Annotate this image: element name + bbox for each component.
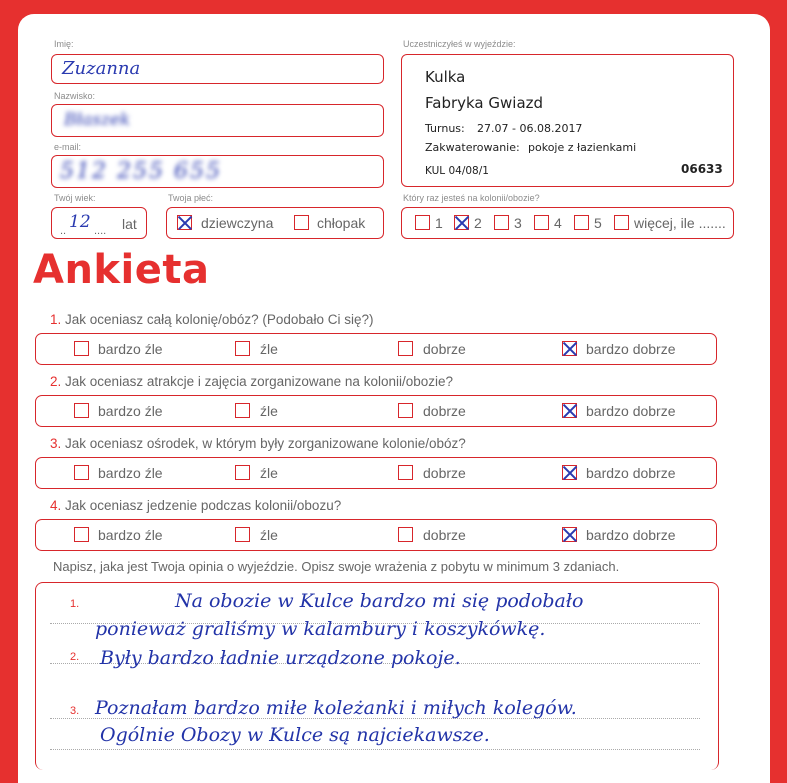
question-3 — [50, 436, 466, 451]
times-checkbox-1[interactable] — [415, 215, 430, 230]
times-option-more: więcej, ile ....... — [634, 215, 726, 231]
times-field — [401, 207, 734, 239]
q3-option-very-bad: bardzo źle — [98, 465, 163, 481]
question-2-number: 2. — [50, 374, 62, 389]
q4-option-very-bad: bardzo źle — [98, 527, 163, 543]
q1-checkbox-bad[interactable] — [235, 341, 250, 356]
times-checkbox-4[interactable] — [534, 215, 549, 230]
q4-checkbox-very-good[interactable] — [562, 527, 577, 542]
turnus-value: 27.07 - 06.08.2017 — [477, 122, 583, 135]
q3-option-very-good: bardzo dobrze — [586, 465, 676, 481]
q2-option-very-good: bardzo dobrze — [586, 403, 676, 419]
age-field[interactable]: .. 12 .... lat — [51, 207, 147, 239]
q4-option-good: dobrze — [423, 527, 466, 543]
q2-checkbox-bad[interactable] — [235, 403, 250, 418]
q2-option-bad: źle — [260, 403, 278, 419]
times-option-2: 2 — [474, 215, 482, 231]
question-1 — [50, 312, 373, 327]
opinion-prompt: Napisz, jaka jest Twoja opinia o wyjeździe. Opisz swoje wrażenia z pobytu w minimum 3 zdaniach. — [53, 559, 620, 574]
q1-checkbox-good[interactable] — [398, 341, 413, 356]
turnus-label: Turnus: — [425, 122, 465, 135]
q3-checkbox-good[interactable] — [398, 465, 413, 480]
q4-checkbox-very-bad[interactable] — [74, 527, 89, 542]
q2-checkbox-very-bad[interactable] — [74, 403, 89, 418]
trip-label: Uczestniczyłeś w wyjeździe: — [403, 39, 516, 49]
surname-field[interactable] — [51, 104, 384, 137]
q3-option-bad: źle — [260, 465, 278, 481]
question-2-text: Jak oceniasz atrakcje i zajęcia zorganizowane na kolonii/obozie? — [65, 374, 454, 389]
q2-checkbox-very-good[interactable] — [562, 403, 577, 418]
trip-name: Fabryka Gwiazd — [425, 94, 544, 112]
name-label: Imię: — [54, 39, 74, 49]
times-option-1: 1 — [435, 215, 443, 231]
opinion-line-1: Na obozie w Kulce bardzo mi się podobało — [175, 590, 584, 612]
surname-label: Nazwisko: — [54, 91, 96, 101]
q1-option-very-bad: bardzo źle — [98, 341, 163, 357]
email-value: 512 255 655 — [60, 159, 222, 184]
accommodation-value: pokoje z łazienkami — [528, 141, 637, 154]
opinion-number-2: 2. — [70, 651, 80, 663]
q1-option-good: dobrze — [423, 341, 466, 357]
q3-checkbox-very-good[interactable] — [562, 465, 577, 480]
question-4-number: 4. — [50, 498, 62, 513]
trip-info-box — [401, 54, 734, 187]
opinion-line — [50, 749, 700, 750]
times-checkbox-2[interactable] — [454, 215, 469, 230]
opinion-line-2: ponieważ graliśmy w kalambury i koszykówkę. — [95, 618, 546, 640]
opinion-number-3: 3. — [70, 705, 80, 717]
times-checkbox-3[interactable] — [494, 215, 509, 230]
gender-field — [166, 207, 384, 239]
question-3-number: 3. — [50, 436, 62, 451]
times-checkbox-5[interactable] — [574, 215, 589, 230]
q3-checkbox-bad[interactable] — [235, 465, 250, 480]
q1-checkbox-very-bad[interactable] — [74, 341, 89, 356]
times-option-4: 4 — [554, 215, 562, 231]
q4-checkbox-good[interactable] — [398, 527, 413, 542]
opinion-number-1: 1. — [70, 598, 80, 610]
question-4-text: Jak oceniasz jedzenie podczas kolonii/obozu? — [65, 498, 342, 513]
gender-option-girl: dziewczyna — [201, 215, 274, 231]
q4-checkbox-bad[interactable] — [235, 527, 250, 542]
q4-option-bad: źle — [260, 527, 278, 543]
q2-option-good: dobrze — [423, 403, 466, 419]
question-4-ratings — [35, 519, 717, 551]
q3-checkbox-very-bad[interactable] — [74, 465, 89, 480]
question-2 — [50, 374, 453, 389]
trip-number: 06633 — [681, 162, 723, 176]
name-field[interactable] — [51, 54, 384, 84]
opinion-line-5: Ogólnie Obozy w Kulce są najciekawsze. — [100, 724, 490, 746]
name-value: Zuzanna — [62, 58, 141, 79]
age-unit: lat — [122, 216, 137, 232]
times-option-5: 5 — [594, 215, 602, 231]
q3-option-good: dobrze — [423, 465, 466, 481]
question-1-text: Jak oceniasz całą kolonię/obóz? (Podobało Ci się?) — [65, 312, 374, 327]
email-label: e-mail: — [54, 142, 82, 152]
age-value: 12 — [69, 212, 91, 232]
accommodation-label: Zakwaterowanie: — [425, 141, 520, 154]
question-1-ratings — [35, 333, 717, 365]
q4-option-very-good: bardzo dobrze — [586, 527, 676, 543]
survey-title: Ankieta — [33, 247, 210, 293]
opinion-line-3: Były bardzo ładnie urządzone pokoje. — [100, 647, 461, 669]
q1-option-very-good: bardzo dobrze — [586, 341, 676, 357]
gender-checkbox-boy[interactable] — [294, 215, 309, 230]
gender-label: Twoja płeć: — [168, 193, 214, 203]
q1-checkbox-very-good[interactable] — [562, 341, 577, 356]
times-checkbox-more[interactable] — [614, 215, 629, 230]
question-3-ratings — [35, 457, 717, 489]
email-field[interactable] — [51, 155, 384, 188]
question-2-ratings — [35, 395, 717, 427]
gender-option-boy: chłopak — [317, 215, 366, 231]
question-3-text: Jak oceniasz ośrodek, w którym były zorganizowane kolonie/obóz? — [65, 436, 466, 451]
q2-checkbox-good[interactable] — [398, 403, 413, 418]
trip-code: KUL 04/08/1 — [425, 165, 489, 177]
times-label: Który raz jesteś na kolonii/obozie? — [403, 193, 540, 203]
surname-value: Błaszek — [64, 110, 131, 130]
trip-place: Kulka — [425, 68, 466, 86]
question-4 — [50, 498, 341, 513]
question-1-number: 1. — [50, 312, 62, 327]
q2-option-very-bad: bardzo źle — [98, 403, 163, 419]
times-option-3: 3 — [514, 215, 522, 231]
opinion-line-4: Poznałam bardzo miłe koleżanki i miłych kolegów. — [95, 697, 577, 719]
age-label: Twój wiek: — [54, 193, 96, 203]
gender-checkbox-girl[interactable] — [177, 215, 192, 230]
q1-option-bad: źle — [260, 341, 278, 357]
